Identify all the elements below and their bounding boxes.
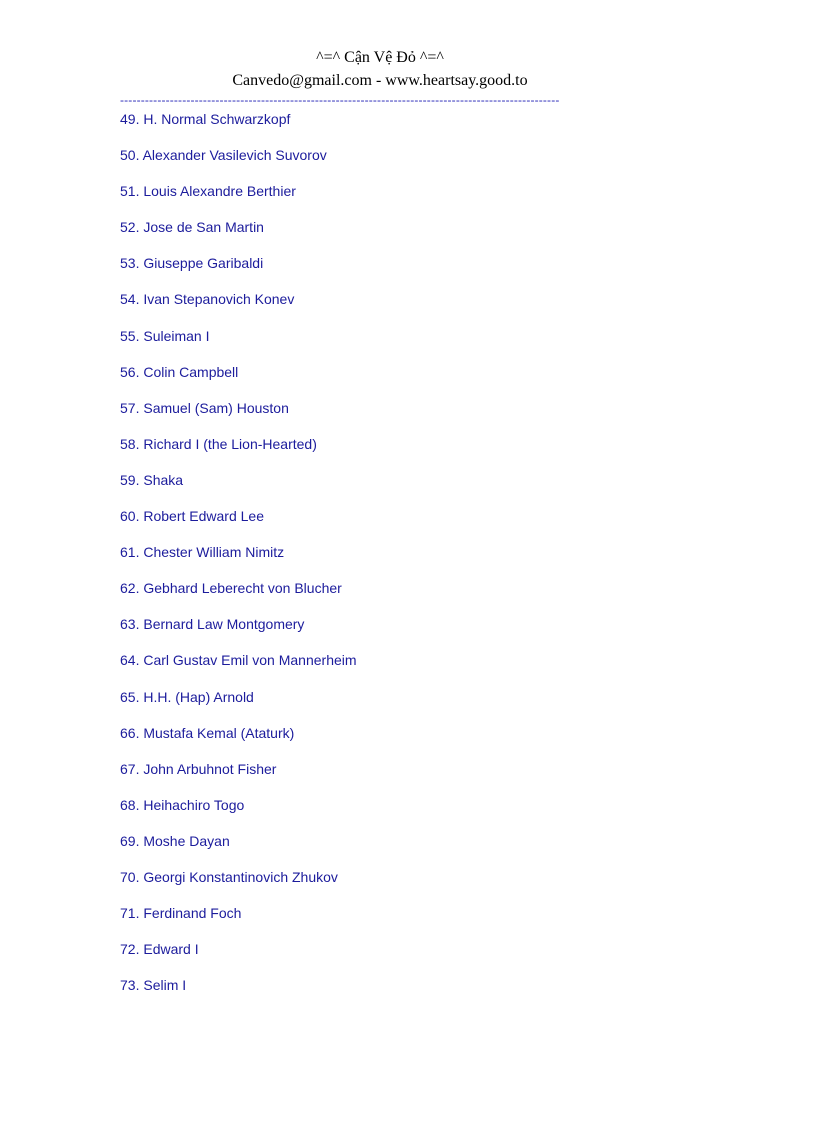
list-item: 63. Bernard Law Montgomery bbox=[120, 616, 305, 633]
list-item: 64. Carl Gustav Emil von Mannerheim bbox=[120, 652, 357, 669]
list-item: 67. John Arbuhnot Fisher bbox=[120, 760, 277, 777]
list-item: 56. Colin Campbell bbox=[120, 363, 239, 380]
list-item: 68. Heihachiro Togo bbox=[120, 796, 245, 813]
header-title: ^=^ Cận Vệ Đỏ ^=^ bbox=[316, 49, 444, 66]
list-item: 65. H.H. (Hap) Arnold bbox=[120, 688, 254, 705]
list-item: 54. Ivan Stepanovich Konev bbox=[120, 291, 295, 308]
commander-list bbox=[120, 111, 357, 1013]
list-item: 58. Richard I (the Lion-Hearted) bbox=[120, 435, 317, 452]
list-item: 60. Robert Edward Lee bbox=[120, 508, 264, 525]
dashed-separator: ---------------------------------------------------------------------------------------------------------- bbox=[120, 93, 560, 107]
list-item: 70. Georgi Konstantinovich Zhukov bbox=[120, 868, 338, 885]
page-header bbox=[0, 0, 816, 100]
header-contact: Canvedo@gmail.com - www.heartsay.good.to bbox=[232, 72, 528, 89]
list-item: 71. Ferdinand Foch bbox=[120, 905, 242, 922]
list-item: 51. Louis Alexandre Berthier bbox=[120, 183, 296, 200]
list-item: 66. Mustafa Kemal (Ataturk) bbox=[120, 724, 295, 741]
list-item: 57. Samuel (Sam) Houston bbox=[120, 399, 289, 416]
list-item: 61. Chester William Nimitz bbox=[120, 544, 285, 561]
list-item: 52. Jose de San Martin bbox=[120, 219, 264, 236]
list-item: 50. Alexander Vasilevich Suvorov bbox=[120, 147, 327, 164]
list-item: 49. H. Normal Schwarzkopf bbox=[120, 111, 291, 127]
list-item: 72. Edward I bbox=[120, 941, 199, 958]
list-item: 73. Selim I bbox=[120, 977, 187, 994]
list-item: 55. Suleiman I bbox=[120, 327, 210, 344]
list-item: 69. Moshe Dayan bbox=[120, 832, 230, 849]
list-item: 53. Giuseppe Garibaldi bbox=[120, 255, 264, 272]
list-item: 62. Gebhard Leberecht von Blucher bbox=[120, 580, 342, 597]
list-item: 59. Shaka bbox=[120, 471, 184, 488]
